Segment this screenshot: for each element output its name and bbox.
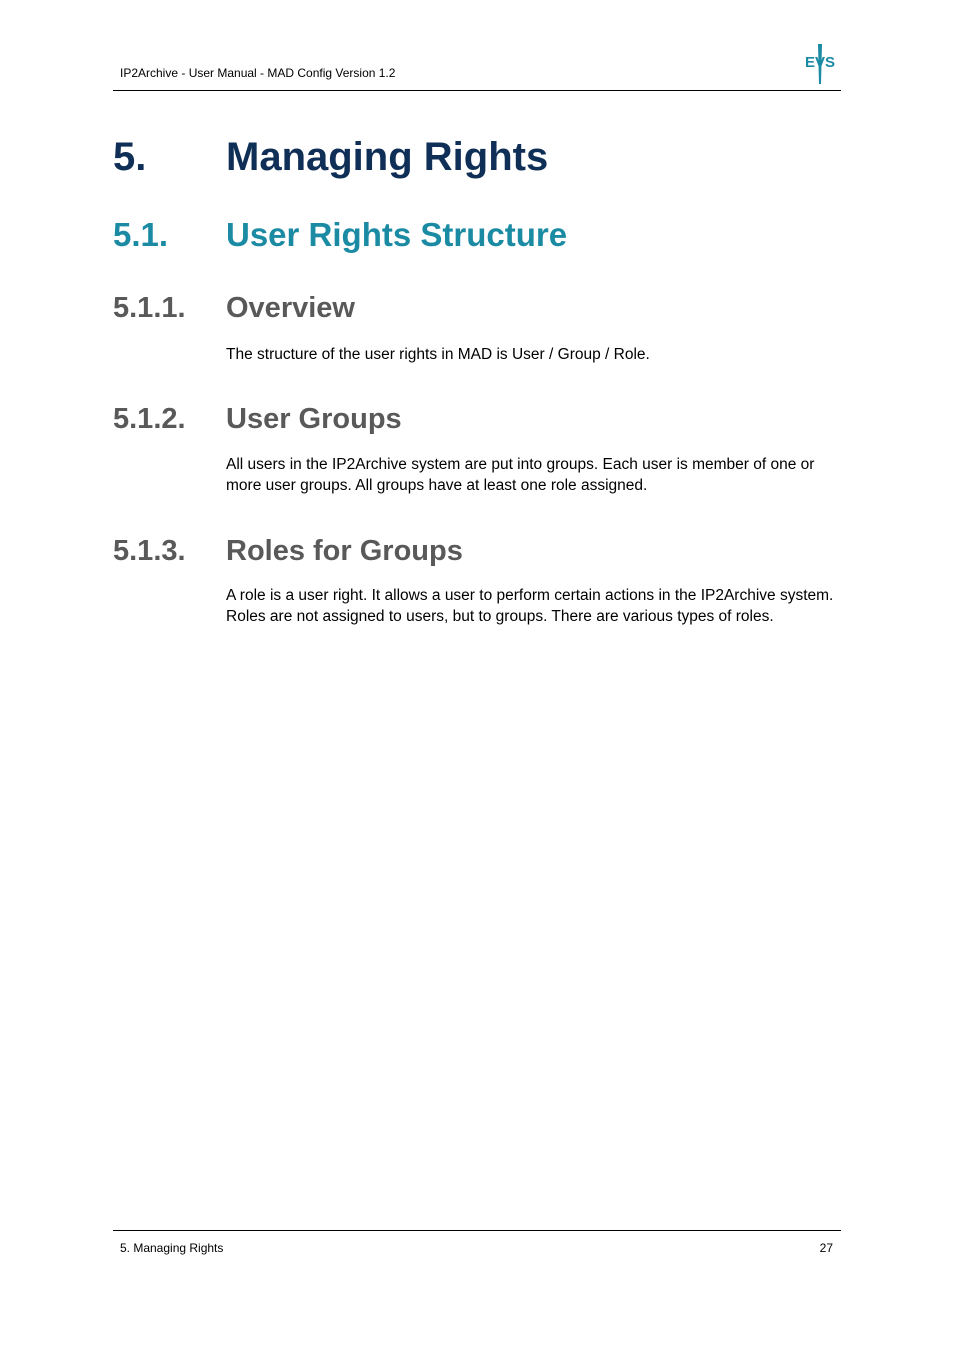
subsection-title: User Groups [226, 403, 402, 435]
subsection-title: Overview [226, 292, 355, 324]
running-header: IP2Archive - User Manual - MAD Config Version 1.2 [120, 66, 396, 80]
paragraph-roles-for-groups: A role is a user right. It allows a user to perform certain actions in the IP2Archive system. Roles are not assigned to users, but to groups. There are various types of roles. [226, 587, 834, 625]
subsection-number: 5.1.1. [113, 292, 186, 324]
subsection-number: 5.1.2. [113, 403, 186, 435]
chapter-title: Managing Rights [226, 135, 549, 179]
footer-chapter-label: 5. Managing Rights [120, 1241, 224, 1255]
section-title: User Rights Structure [226, 216, 568, 253]
paragraph-overview: The structure of the user rights in MAD is User / Group / Role. [226, 346, 650, 363]
chapter-number: 5. [113, 135, 147, 179]
subsection-number: 5.1.3. [113, 535, 186, 567]
subsection-title: Roles for Groups [226, 535, 463, 567]
section-number: 5.1. [113, 216, 169, 253]
footer-rule [113, 1230, 841, 1231]
header-rule [113, 90, 841, 91]
evs-logo-text: EVS [804, 54, 836, 71]
paragraph-user-groups: All users in the IP2Archive system are put into groups. Each user is member of one or more user groups. All groups have at least one role assigned. [226, 456, 815, 494]
page-number: 27 [819, 1241, 833, 1255]
evs-logo [803, 44, 837, 84]
